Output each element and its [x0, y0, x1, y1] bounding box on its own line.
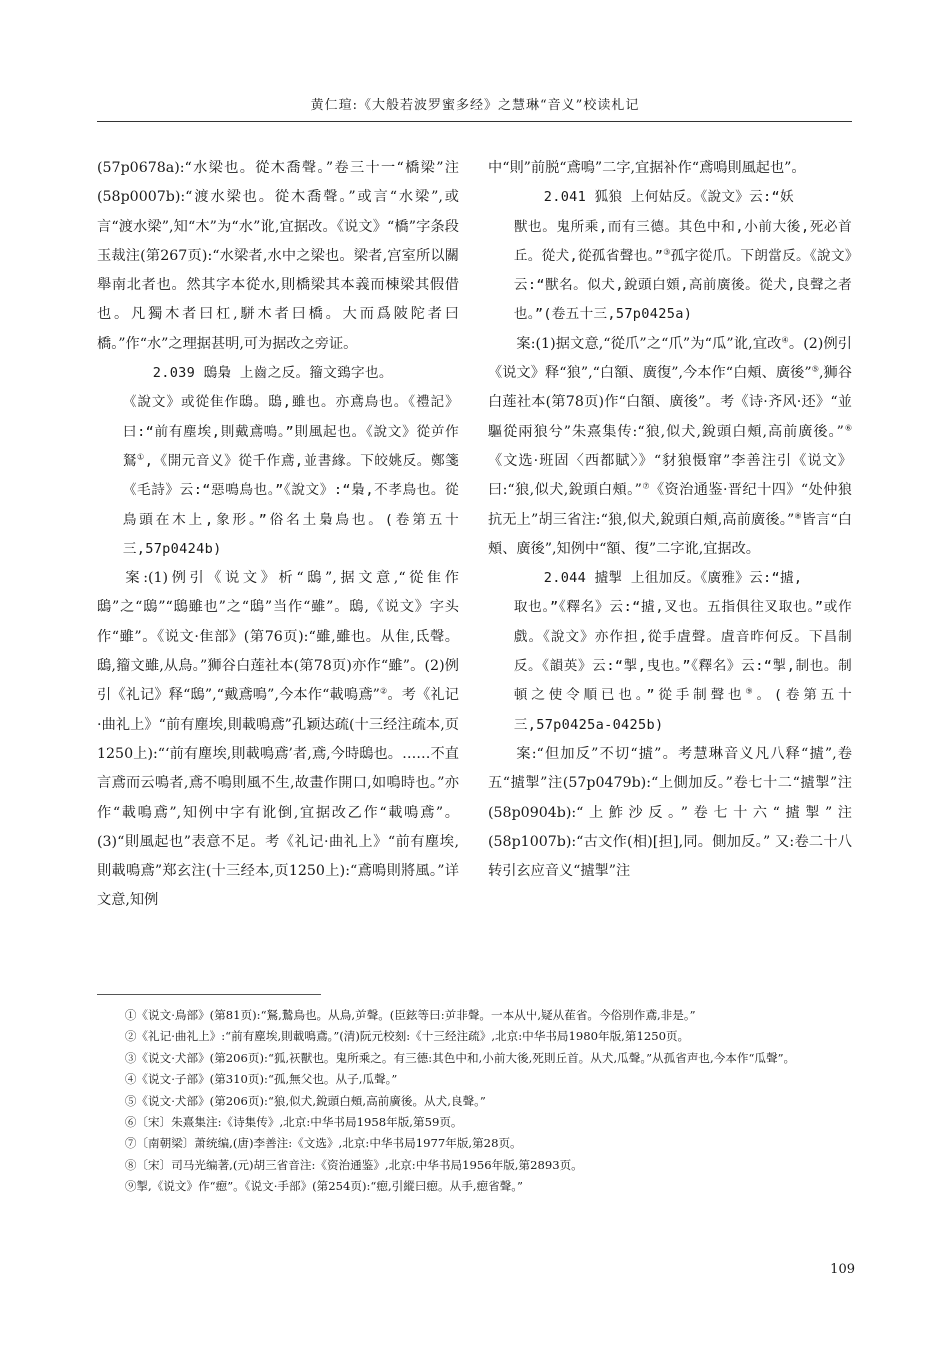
paragraph-text: 案:(1)据文意,“從爪”之“爪”为“瓜”讹,宜改 — [516, 335, 782, 352]
paragraph: 案:“但加反”不切“摣”。考慧琳音义凡八释“摣”,卷五“摣掣”注(57p0479b):“上側加反。”卷七十二“摣掣”注(58p0904b):“上鮓沙反。”卷七十六“摣掣”注(58p1007b):“古文作(相)[担],同。側加反。” 又:卷二十八转引玄应音义“摣掣”注 — [488, 745, 852, 880]
footnote-mark: ⑨ — [745, 686, 757, 696]
footnote: ⑨掣,《说文》作“瘛”。《说文·手部》(第254页):“瘛,引縱曰瘛。从手,瘛省聲。” — [124, 1179, 523, 1194]
footnote-mark: ③ — [663, 247, 671, 257]
running-header: 黄仁瑄:《大般若波罗蜜多经》之慧琳“音义”校读札记 — [310, 98, 640, 113]
footnote-mark: ⑦ — [641, 481, 650, 491]
footnote-mark: ② — [379, 686, 388, 696]
right-column — [488, 154, 852, 886]
paragraph-text: 案:(1)例引《说文》析“鴟”,据文意,“從隹作鴟”之“鴟”“鴟雖也”之“鴟”当作“雖”。鴟,《说文》字头作“雖”。《说文·隹部》(第76页):“雖,雖也。从隹,氐聲。鴟,籀文雖,从鳥。”狮谷白莲社本(第78页)亦作“雖”。(2)例引《礼记》释“鴟”,“戴鳶鳴”,今本作“載鳴鳶” — [97, 570, 459, 704]
footnote: ⑥〔宋〕朱熹集注:《诗集传》,北京:中华书局1958年版,第59页。 — [124, 1115, 463, 1130]
entry-heading: 2.039 鴟梟 上齒之反。籀文鵄字也。 — [152, 365, 393, 382]
entry-quote-2-044 — [488, 564, 852, 740]
footnote-mark: ⑤ — [811, 364, 819, 374]
paragraph — [488, 330, 852, 564]
page-number: 109 — [830, 1262, 855, 1277]
entry-text: 孤字從爪。下朗當反。《說文》云:“獸名。似犬,銳頭白頞,高前廣後。從犬,良聲之者也。”(卷五十三,57p0425a) — [513, 247, 852, 323]
paragraph-text: ,狮谷白莲社本(第78页)作“白額、廣後”。考《诗·齐风·还》“並驅從兩狼兮”朱熹集传:“狼,似犬,銳頭白頰,高前廣後。” — [488, 365, 853, 440]
footnote-mark: ⑧ — [794, 510, 802, 520]
paragraph-text: 。(2)例引《说文》释“狼”,“白額、廣復”,今本作“白頰、廣後” — [488, 335, 852, 382]
footnote: ③《说文·犬部》(第206页):“狐,祆獸也。鬼所乘之。有三德:其色中和,小前大後,死則丘首。从犬,瓜聲。”从孤省声也,今本作“瓜聲”。 — [124, 1050, 796, 1065]
header-rule — [97, 121, 852, 122]
entry-text: 獸也。鬼所乘,而有三德。其色中和,小前大後,死必首丘。從犬,從孤省聲也。” — [513, 218, 852, 264]
footnote: ④《说文·子部》(第310页):“孤,無父也。从子,瓜聲。” — [124, 1072, 398, 1087]
entry-text: 取也。”《釋名》云:“摣,叉也。五指俱往叉取也。”或作戲。《說文》亦作担,從手虘聲。虘音昨何反。下昌制反。《韻英》云:“掣,曳也。”《釋名》云:“掣,制也。制頓之使令順已也。”從手制聲也 — [513, 599, 852, 704]
footnote-rule — [97, 994, 321, 995]
entry-text: 《說文》或從隹作鴟。鴟,雖也。亦鳶鳥也。《禮記》曰:“前有塵埃,則戴鳶鳴。”則風起也。《說文》從屰作鴑 — [122, 394, 459, 469]
entry-text: 。(卷第五十三,57p0425a-0425b) — [513, 687, 852, 733]
entry-heading: 2.041 狐狼 上何姑反。《說文》云:“妖 — [543, 189, 794, 206]
paragraph-text: 《文选·班固〈西都賦〉》“豺狼慑窜”李善注引《说文》曰:“狼,似犬,銳頭白頰。” — [488, 452, 852, 499]
footnote-mark: ④ — [781, 335, 789, 345]
left-column — [97, 154, 459, 916]
entry-quote-2-041 — [488, 183, 852, 329]
entry-quote-2-039 — [97, 359, 459, 564]
entry-text: ,《開元音义》從千作鳶,並書緣。下皎姚反。鄭箋《毛詩》云:“惡鳴鳥也。”《說文》:“梟,不孝鳥也。從鳥頭在木上,象形。”俗名土梟鳥也。(卷第五十三,57p0424b) — [122, 452, 459, 557]
paragraph-text: 皆言“白頰、廣後”,知例中“額、復”二字讹,宜据改。 — [488, 511, 852, 557]
footnote: ⑧〔宋〕司马光编著,(元)胡三省音注:《资治通鉴》,北京:中华书局1956年版,第2893页。 — [124, 1157, 583, 1172]
footnote-mark: ⑥ — [843, 422, 852, 432]
paragraph: (57p0678a):“水梁也。從木喬聲。”卷三十一“橋梁”注(58p0007b):“渡水梁也。從木喬聲。”或言“水梁”,或言“渡水梁”,知“木”为“水”讹,宜据改。《说文》“橋”字条段玉裁注(第267页):“水梁者,水中之梁也。梁者,宫室所以關舉南北者也。然其字本從水,則橋梁其本義而棟梁其假借也。凡獨木者曰杠,駢木者曰橋。大而爲陂陀者曰橋。”作“水”之理据甚明,可为据改之旁证。 — [97, 160, 459, 352]
footnote: ①《说文·鳥部》(第81页):“鴑,鷙鳥也。从鳥,屰聲。(臣鉉等曰:屰非聲。一本从屮,疑从萑省。今俗別作鳶,非是。” — [124, 1008, 696, 1022]
paragraph: 中“則”前脱“鳶鳴”二字,宜据补作“鳶鳴則風起也”。 — [488, 160, 806, 176]
footnote-mark: ① — [136, 452, 145, 462]
footnote: ②《礼记·曲礼上》:“前有塵埃,則載鳴鳶。”(清)阮元校刻:《十三经注疏》,北京:中华书局1980年版,第1250页。 — [124, 1029, 690, 1044]
footnote: ⑤《说文·犬部》(第206页):“狼,似犬,銳頭白頰,高前廣後。从犬,良聲。” — [124, 1093, 486, 1108]
footnote: ⑦〔南朝梁〕萧统编,(唐)李善注:《文选》,北京:中华书局1977年版,第28页。 — [124, 1136, 522, 1151]
paragraph-text: 。考《礼记·曲礼上》“前有塵埃,則載鳴鳶”孔颖达疏(十三经注疏本,页1250上):“‘前有塵埃,則載鳴鳶’者,鳶,今時鴟也。……不直言鳶而云鳴者,鳶不鳴則風不生,故畫作開口,如鳴時也。”亦作“載鳴鳶”,知例中字有讹倒,宜据改乙作“載鳴鳶”。(3)“則風起也”表意不足。考《礼记·曲礼上》“前有塵埃,則載鳴鳶”郑玄注(十三经本,页1250上):“鳶鳴則將風。”详文意,知例 — [97, 687, 459, 909]
entry-heading: 2.044 摣掣 上徂加反。《廣雅》云:“摣, — [543, 570, 803, 587]
paragraph — [97, 564, 459, 916]
footnotes — [97, 1005, 852, 1198]
paragraph-text: 《资治通鉴·晋纪十四》“处仲狼抗无上”胡三省注:“狼,似犬,銳頭白頰,高前廣後。” — [488, 482, 852, 528]
